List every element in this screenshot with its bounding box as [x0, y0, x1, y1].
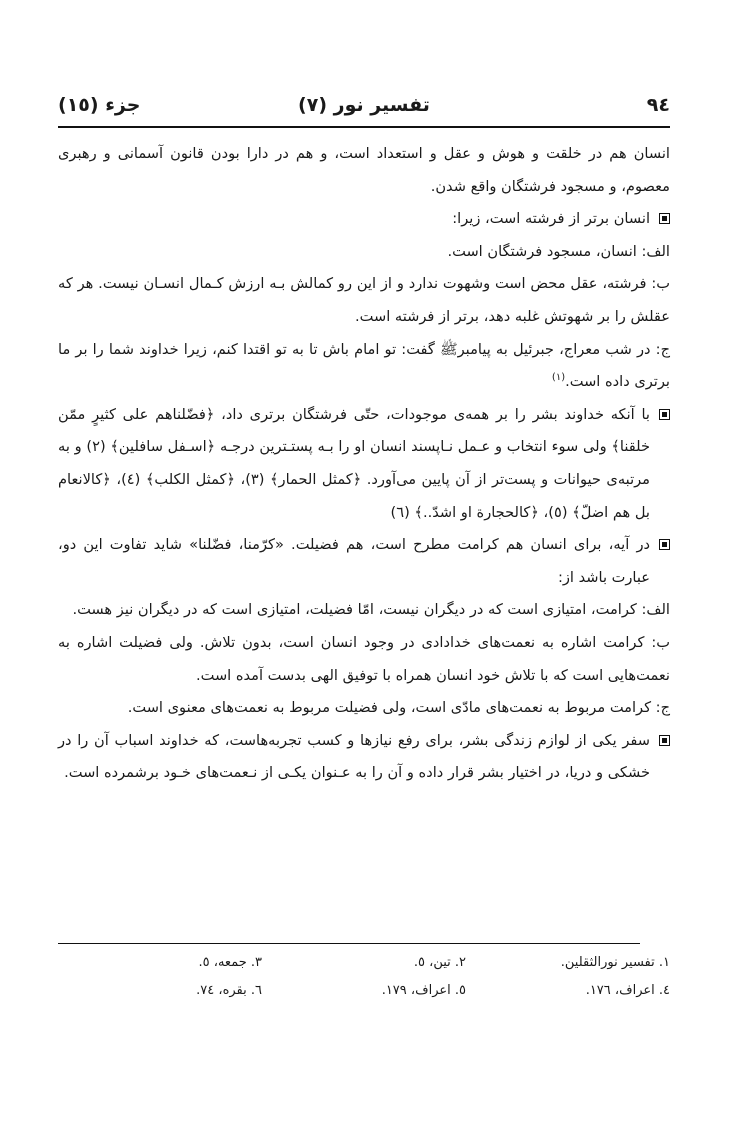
- footnote-item: ٤. اعراف، ١٧٦.: [585, 983, 670, 998]
- paragraph-text: ج: در شب معراج، جبرئيل به پيامبرﷺ گفت: تو امام باش تا به تو اقتدا كنم، زيرا خداوند شما را بر ما برترى داده است.: [58, 340, 670, 391]
- footnotes: [58, 955, 670, 1011]
- bullet-text: با آنكه خداوند بشر را بر همه‌ى موجودات، حتّى فرشتگان برترى داد، ﴿فضّلناهم على كثيرٍ ممّن خلقنا﴾ ولى سوء انتخاب و عـمل نـاپسند انسان او را بـه پستـترين درجـه ﴿اسـفل سافلين﴾ (٢) و به مرتبه‌ى حيوانات و پست‌تر از آن پايين مى‌آورد. ﴿كمثل الحمار﴾ (٣)، ﴿كمثل الكلب﴾ (٤)، ﴿كالانعام بل هم اضلّ﴾ (٥)، ﴿كالحجارة او اشدّ..﴾ (٦): [58, 405, 650, 521]
- page-number: ٩٤: [646, 94, 670, 116]
- body-text: [58, 138, 670, 790]
- paragraph: انسان هم در خلقت و هوش و عقل و استعداد است، و هم در دارا بودن قانون آسمانى و رهبرى معصوم، و مسجود فرشتگان واقع شدن.: [58, 145, 670, 195]
- bullet-text: در آيه، براى انسان هم كرامت مطرح است، هم فضيلت. «كرّمنا، فضّلنا» شايد تفاوت اين دو، عبارت باشد از:: [58, 536, 650, 586]
- square-bullet-icon: [659, 539, 670, 550]
- footnote-item: ٢. تين، ٥.: [413, 955, 466, 970]
- footnote-item: ٦. بقره، ٧٤.: [196, 983, 262, 998]
- paragraph: ب: كرامت اشاره به نعمت‌هاى خدادادى در وجود انسان است، بدون تلاش. ولى فضيلت اشاره به نعمت‌هايى است كه با تلاش خود انسان همراه با توفيق الهى بدست آمده است.: [58, 633, 670, 684]
- bullet-paragraph: [58, 203, 670, 236]
- paragraph: الف: انسان، مسجود فرشتگان است.: [447, 242, 670, 260]
- paragraph: الف: كرامت، امتيازى است كه در ديگران نيست، امّا فضيلت، امتيازى است كه در ديگران نيز هست.: [72, 601, 670, 619]
- paragraph: ب: فرشته، عقل محض است وشهوت ندارد و از اين رو كمالش بـه ارزش كـمال انسـان نيست. هر كه عقلش را بر شهوتش غلبه دهد، برتر از فرشته است.: [58, 275, 670, 325]
- juz-label: جزء (١٥): [58, 94, 141, 116]
- footnote-ref: (١): [551, 372, 566, 384]
- footnote-item: ٥. اعراف، ١٧٩.: [381, 983, 466, 998]
- square-bullet-icon: [659, 735, 670, 746]
- bullet-text: انسان برتر از فرشته است، زيرا:: [452, 210, 650, 228]
- bullet-paragraph: [58, 529, 670, 594]
- paragraph: ج: كرامت مربوط به نعمت‌هاى مادّى است، ولى فضيلت مربوط به نعمت‌هاى معنوى است.: [127, 699, 670, 717]
- running-header: [58, 88, 670, 124]
- bullet-paragraph: [58, 725, 670, 790]
- footnote-rule: [58, 943, 640, 944]
- header-rule: [58, 126, 670, 128]
- book-title: تفسیر نور (٧): [298, 94, 430, 116]
- footnote-item: ٣. جمعه، ٥.: [198, 955, 262, 970]
- square-bullet-icon: [659, 213, 670, 224]
- bullet-text: سفر يكى از لوازم زندگى بشر، براى رفع نيازها و كسب تجربه‌هاست، كه خداوند اسباب آن را در خشكى و دريا، در اختيار بشر قرار داده و آن را به عـنوان يكـى از نـعمت‌هاى خـود برشمرده است.: [58, 731, 650, 782]
- footnote-row: [58, 955, 670, 983]
- square-bullet-icon: [659, 409, 670, 420]
- footnote-item: ١. تفسير نورالثقلين.: [560, 955, 670, 970]
- bullet-paragraph: [58, 399, 670, 529]
- paragraph: [58, 334, 670, 399]
- footnote-row: [58, 983, 670, 1011]
